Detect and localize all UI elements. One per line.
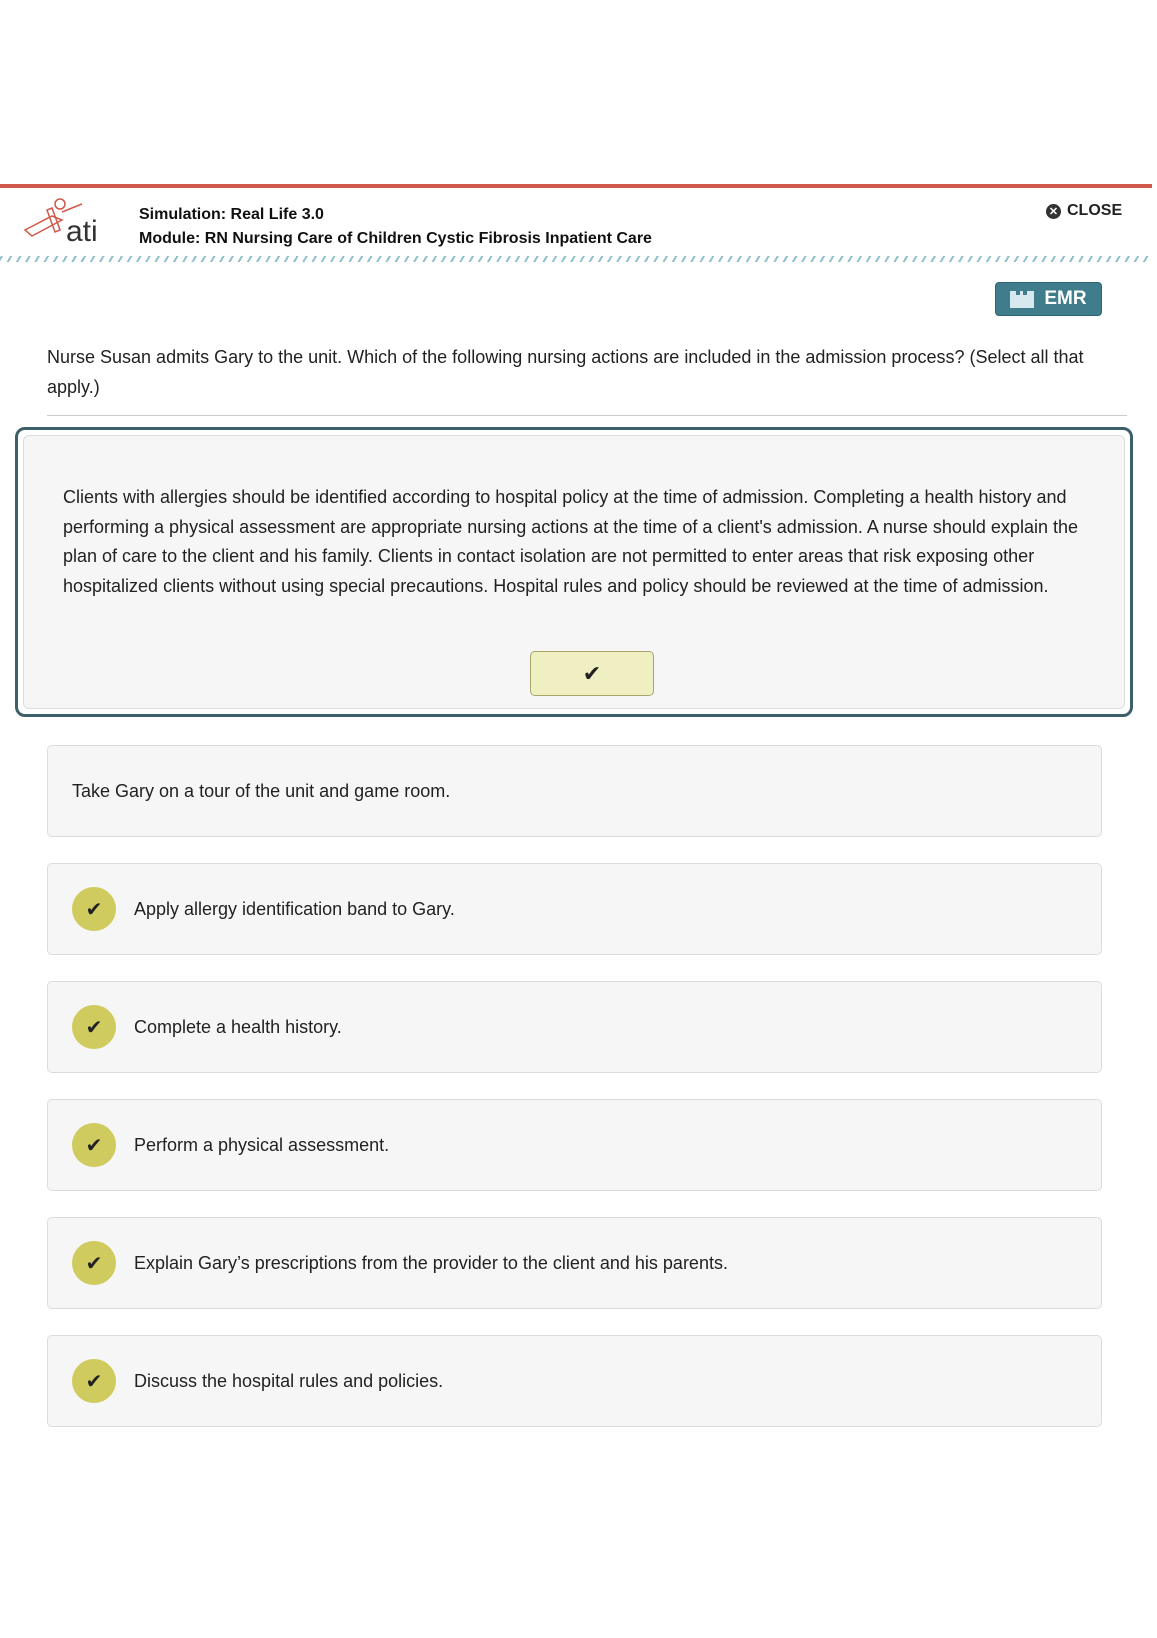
folder-icon <box>1010 291 1034 308</box>
answer-option-label: Complete a health history. <box>134 1016 342 1037</box>
answer-option[interactable] <box>47 745 1102 837</box>
svg-text:ati: ati <box>66 215 98 248</box>
answer-option[interactable] <box>47 863 1102 955</box>
answer-option-label: Perform a physical assessment. <box>134 1134 390 1155</box>
feedback-text: Clients with allergies should be identified according to hospital policy at the time of admission. Completing a health history and performing a physical assessment are appropriate nursing actions at the time of a client's admission. A nurse should explain the plan of care to the client and his family. Clients in contact isolation are not permitted to enter areas that risk exposing other hospitalized clients without using special precautions. Hospital rules and policy should be reviewed at the time of admission. <box>63 487 1078 596</box>
close-label: CLOSE <box>1067 202 1123 219</box>
answer-option-label: Take Gary on a tour of the unit and game room. <box>72 780 451 801</box>
question-text: Nurse Susan admits Gary to the unit. Which of the following nursing actions are included in the admission process? (Select all that apply.) <box>47 347 1084 397</box>
checkmark-icon: ✔ <box>582 660 602 686</box>
correct-checkmark-icon: ✔ <box>72 887 116 931</box>
answer-option[interactable] <box>47 981 1102 1073</box>
acknowledge-button[interactable] <box>530 651 654 696</box>
emr-button[interactable] <box>995 282 1102 316</box>
answer-option-label: Discuss the hospital rules and policies. <box>134 1370 444 1391</box>
correct-checkmark-icon: ✔ <box>72 1005 116 1049</box>
feedback-panel <box>15 427 1133 717</box>
simulation-title: Simulation: Real Life 3.0 <box>139 206 324 223</box>
answer-option-label: Explain Gary’s prescriptions from the provider to the client and his parents. <box>134 1252 728 1273</box>
answer-option[interactable] <box>47 1335 1102 1427</box>
answer-option-label: Apply allergy identification band to Gary. <box>134 898 455 919</box>
feedback-inner <box>23 435 1125 709</box>
header-divider <box>0 256 1152 262</box>
header-titles <box>139 203 652 251</box>
close-button[interactable] <box>1046 202 1122 220</box>
answer-option[interactable] <box>47 1099 1102 1191</box>
answer-option[interactable] <box>47 1217 1102 1309</box>
divider <box>47 415 1127 416</box>
emr-label: EMR <box>1044 288 1087 309</box>
correct-checkmark-icon: ✔ <box>72 1123 116 1167</box>
correct-checkmark-icon: ✔ <box>72 1359 116 1403</box>
correct-checkmark-icon: ✔ <box>72 1241 116 1285</box>
module-title: Module: RN Nursing Care of Children Cystic Fibrosis Inpatient Care <box>139 230 652 247</box>
close-icon: ✕ <box>1046 204 1061 219</box>
header-accent-bar <box>0 184 1152 188</box>
ati-logo <box>22 198 117 248</box>
